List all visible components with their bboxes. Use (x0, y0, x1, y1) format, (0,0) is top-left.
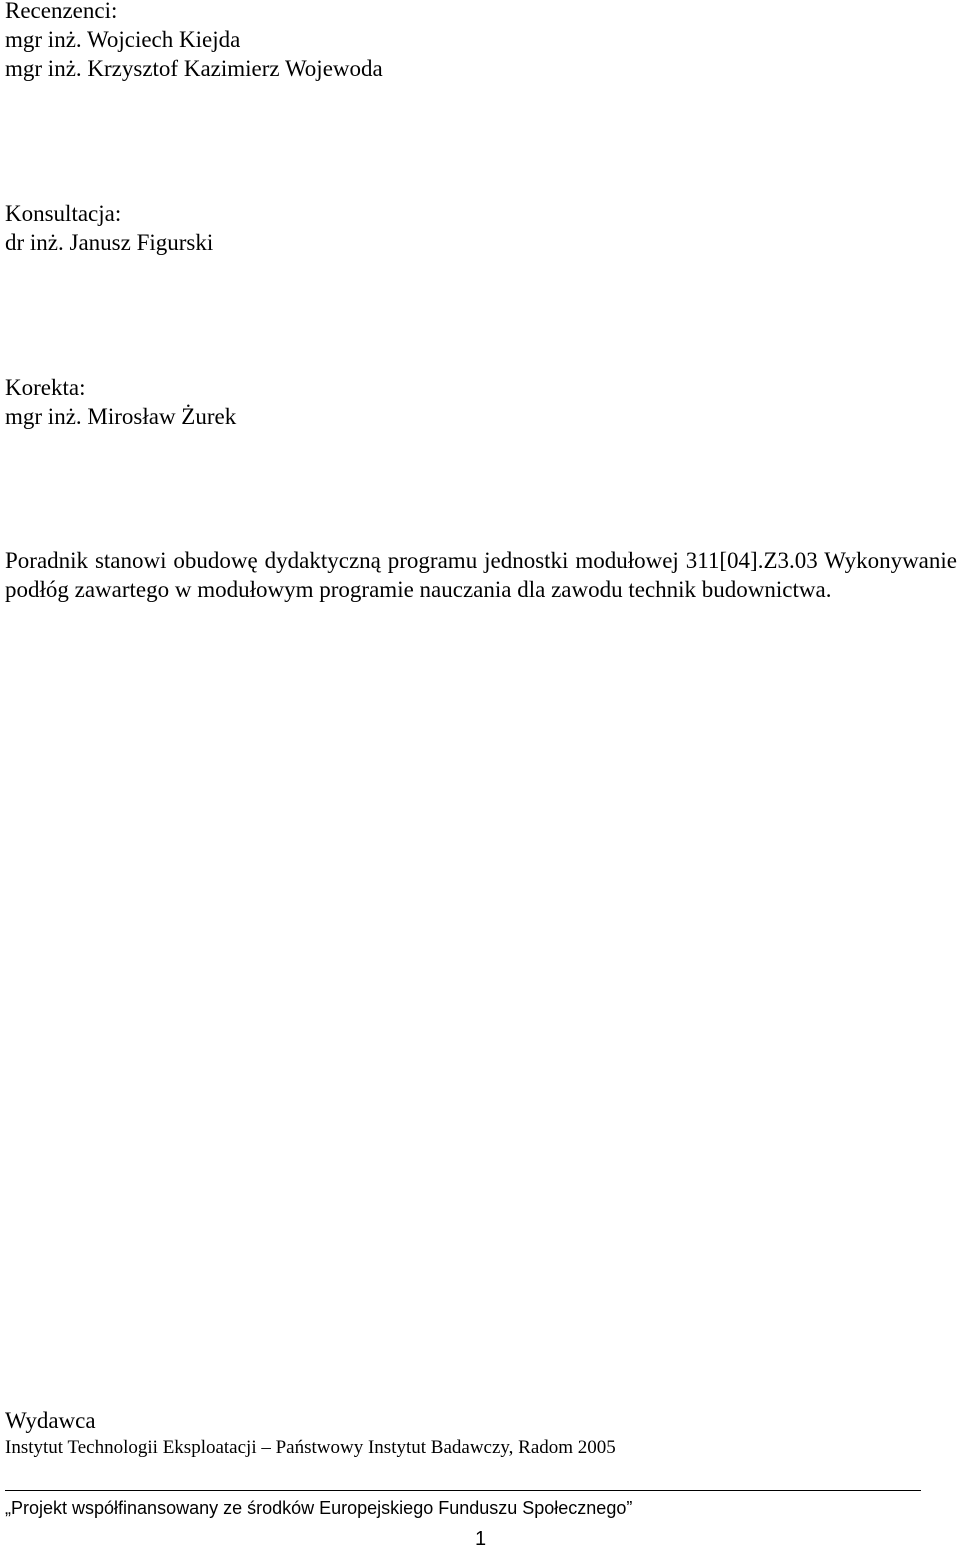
footer-cofinancing-note: „Projekt współfinansowany ze środków Europejskiego Funduszu Społecznego” (5, 1498, 633, 1518)
corrector-name: mgr inż. Mirosław Żurek (5, 404, 237, 429)
publisher-heading: Wydawca (5, 1408, 96, 1433)
consultation-section (5, 199, 213, 257)
page-number: 1 (475, 1528, 487, 1550)
correction-heading: Korekta: (5, 375, 86, 400)
reviewers-heading: Recenzenci: (5, 0, 118, 23)
guide-description: Poradnik stanowi obudowę dydaktyczną programu jednostki modułowej 311[04].Z3.03 Wykonywanie podłóg zawartego w modułowym programie nauczania dla zawodu technik budownictwa. (5, 548, 957, 602)
publisher-info: Instytut Technologii Eksploatacji – Państwowy Instytut Badawczy, Radom 2005 (5, 1437, 616, 1458)
reviewer-name: mgr inż. Wojciech Kiejda (5, 27, 241, 52)
consultant-name: dr inż. Janusz Figurski (5, 230, 214, 255)
correction-section (5, 373, 236, 431)
footer-divider (5, 1490, 921, 1491)
consultation-heading: Konsultacja: (5, 201, 122, 226)
reviewer-name: mgr inż. Krzysztof Kazimierz Wojewoda (5, 56, 383, 81)
reviewers-section (5, 0, 383, 83)
